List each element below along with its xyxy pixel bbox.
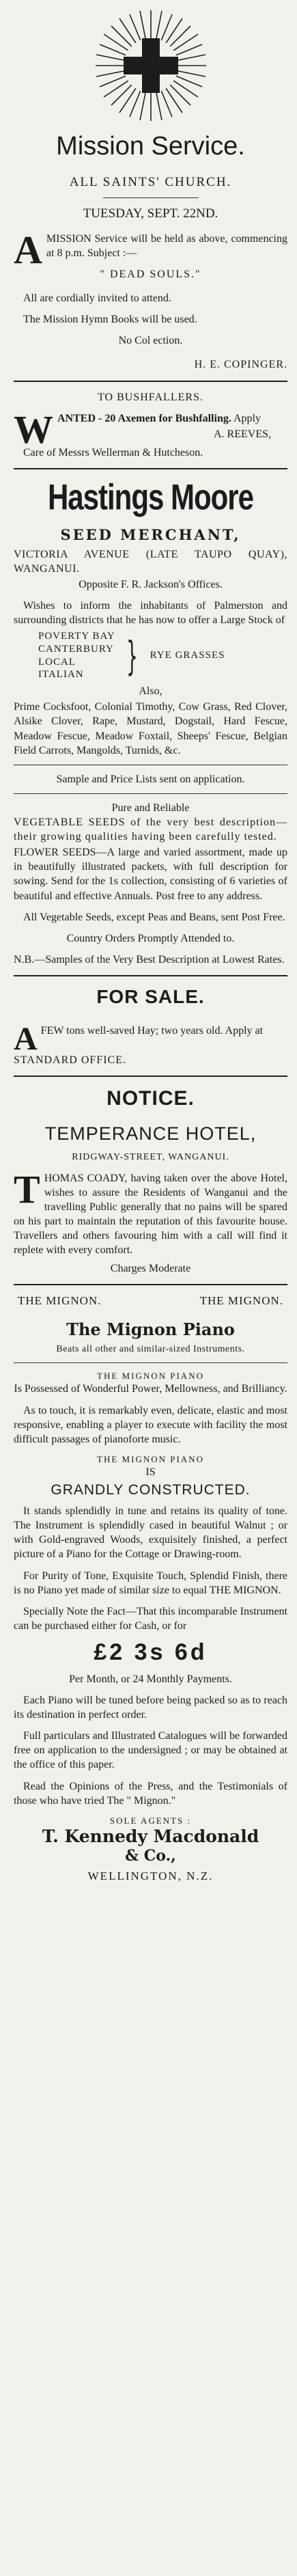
- bushfallers-ad: [14, 390, 287, 460]
- mignon-header-left: THE MIGNON.: [18, 1294, 102, 1308]
- notice-heading: NOTICE.: [107, 1087, 195, 1110]
- hotel-body: THOMAS COADY, having taken over the above Hotel, wishes to assure the Residents of Wanganui and the travelling Public generally that no pains will be spared on his part to maintain the reputation of this favourite house. Travellers and others favouring him with a call will find it replete with every comfort.: [14, 1166, 287, 1257]
- divider: [14, 381, 287, 382]
- hastings-moore-ad: [14, 476, 287, 967]
- mignon-is: IS: [145, 1466, 156, 1479]
- mignon-subhead: THE MIGNON PIANO: [97, 1371, 204, 1382]
- mission-subject: " DEAD SOULS.": [100, 268, 201, 280]
- grass-item: ITALIAN: [38, 669, 84, 681]
- mignon-header-right: THE MIGNON.: [199, 1294, 283, 1308]
- mission-service-ad: [14, 5, 287, 372]
- mignon-title: The Mignon Piano: [66, 1319, 235, 1339]
- grass-varieties: [38, 630, 115, 681]
- mignon-grandly: GRANDLY CONSTRUCTED.: [51, 1482, 251, 1498]
- for-sale-office: STANDARD OFFICE.: [14, 1054, 126, 1066]
- church-name: ALL SAINTS' CHURCH.: [69, 174, 232, 189]
- rye-grass-list: [38, 630, 287, 681]
- hotel-name: TEMPERANCE HOTEL,: [44, 1123, 257, 1144]
- agent-company: & Co.,: [125, 1846, 176, 1865]
- vegetable-seeds: VEGETABLE SEEDS of the very best description—their growing qualities having been carefully tested.: [14, 816, 287, 843]
- merchant-trade: SEED MERCHANT,: [60, 525, 241, 543]
- mignon-per-month: Per Month, or 24 Monthly Payments.: [69, 1673, 232, 1685]
- pure-note: Pure and Reliable: [111, 801, 190, 814]
- mignon-header: [18, 1293, 283, 1308]
- mignon-read: Read the Opinions of the Press, and the Testimonials of those who have tried The " Mignon.": [14, 1780, 287, 1807]
- divider: [14, 1362, 287, 1363]
- service-date: TUESDAY, SEPT. 22ND.: [83, 206, 218, 221]
- mission-body: AMISSION Service will be held as above, commencing at 8 p.m. Subject :—: [14, 227, 287, 272]
- flower-seeds: FLOWER SEEDS—A large and varied assortment, made up in beautifully illustrated packets, with full description for sowing. Send for the 1s collection, consisting of 6 varieties of beautiful and effective Annuals. Post free to any address.: [14, 847, 287, 902]
- mignon-touch: As to touch, it is remarkably even, delicate, elastic and most responsive, enabling a player to execute with facility the most difficult passages of pianoforte music.: [14, 1404, 287, 1445]
- mission-signature: H. E. COPINGER.: [194, 359, 287, 371]
- mignon-price: £2 3s 6d: [94, 1639, 208, 1665]
- grass-item: CANTERBURY: [38, 643, 114, 655]
- mission-title: Mission Service.: [56, 132, 245, 161]
- bushfallers-heading: TO BUSHFALLERS.: [98, 391, 203, 403]
- mignon-tuned: Each Piano will be tuned before being packed so as to reach its destination in perfect order.: [14, 1694, 287, 1721]
- dropcap: W: [14, 407, 53, 452]
- mignon-stands: It stands splendidly in tune and retains its quality of tone. The Instrument is splendidly cased in beautiful Walnut ; or with Gold-engraved Woods, exquisitely finished, a perfect picture of a Piano for the Cottage or Drawing-room.: [14, 1505, 287, 1561]
- sunburst-cross-icon: [93, 8, 209, 124]
- merchant-address: VICTORIA AVENUE (LATE TAUPO QUAY), WANGANUI.: [14, 548, 287, 575]
- mignon-specially: Specially Note the Fact—That this incomparable Instrument can be purchased either for Cash, or for: [14, 1605, 287, 1632]
- bushfallers-name: A. REEVES,: [214, 428, 271, 440]
- for-sale-ad: [14, 985, 287, 1067]
- seed-list: Prime Cocksfoot, Colonial Timothy, Cow Grass, Red Clover, Alsike Clover, Rape, Mustard, Dogstail, Hard Fescue, Meadow Fescue, Meadow Foxtail, Sheeps' Fescue, Belgian Field Carrots, Mangolds, Turnids, &c.: [14, 701, 287, 756]
- nb-note: N.B.—Samples of the Very Best Description at Lowest Rates.: [14, 953, 285, 965]
- bushfallers-body: WANTED - 20 Axemen for Bushfalling. Apply: [14, 407, 261, 452]
- country-orders: Country Orders Promptly Attended to.: [66, 932, 235, 944]
- mignon-possessed: Is Possessed of Wonderful Power, Mellowness, and Brilliancy.: [14, 1383, 287, 1395]
- cross-emblem: [14, 5, 287, 126]
- also-label: Also,: [139, 685, 162, 698]
- mission-invite: All are cordially invited to attend.: [23, 292, 171, 305]
- hotel-address: RIDGWAY-STREET, WANGANUI.: [72, 1152, 229, 1163]
- mignon-piano-ad: [14, 1293, 287, 1884]
- grass-label: RYE GRASSES: [150, 649, 225, 661]
- mignon-subhead: THE MIGNON PIANO: [97, 1454, 204, 1465]
- mignon-beats: Beats all other and similar-sized Instruments.: [56, 1343, 245, 1354]
- hotel-charges: Charges Moderate: [110, 1263, 191, 1275]
- post-free-note: All Vegetable Seeds, except Peas and Beans, sent Post Free.: [23, 911, 285, 923]
- divider: [14, 468, 287, 469]
- mignon-purity: For Purity of Tone, Exquisite Touch, Splendid Finish, there is no Piano yet made of similar size to equal THE MIGNON.: [14, 1570, 287, 1596]
- for-sale-body: AFEW tons well-saved Hay; two years old. Apply at: [14, 1020, 264, 1057]
- sole-agents-label: SOLE AGENTS :: [109, 1815, 192, 1826]
- mignon-particulars: Full particulars and Illustrated Catalogues will be forwarded free on application to the undersigned ; or may be obtained at the office of this paper.: [14, 1730, 287, 1771]
- samples-note: Sample and Price Lists sent on application.: [56, 773, 245, 785]
- bushfallers-care: Care of Messrs Wellerman & Hutcheson.: [23, 446, 203, 458]
- agent-name: T. Kennedy Macdonald: [42, 1826, 259, 1846]
- divider: [14, 975, 287, 976]
- agent-city: WELLINGTON, N.Z.: [87, 1869, 214, 1883]
- dropcap: A: [14, 227, 42, 272]
- dropcap: A: [14, 1020, 38, 1057]
- dropcap: T: [14, 1166, 40, 1211]
- for-sale-heading: FOR SALE.: [96, 985, 205, 1007]
- divider: [14, 1075, 287, 1077]
- mission-hymn: The Mission Hymn Books will be used.: [23, 314, 197, 326]
- temperance-hotel-ad: [14, 1085, 287, 1276]
- mission-collection: No Col ection.: [118, 335, 183, 347]
- merchant-name: Hastings Moore: [47, 476, 254, 517]
- divider: [14, 1284, 287, 1285]
- grass-item: LOCAL: [38, 656, 76, 668]
- divider: [14, 793, 287, 794]
- divider: [103, 197, 199, 198]
- merchant-opposite: Opposite F. R. Jackson's Offices.: [79, 578, 223, 590]
- merchant-intro: Wishes to inform the inhabitants of Palmerston and surrounding districts that he has now to offer a Large Stock of: [14, 599, 287, 627]
- brace-icon: }: [126, 632, 138, 679]
- grass-item: POVERTY BAY: [38, 631, 115, 642]
